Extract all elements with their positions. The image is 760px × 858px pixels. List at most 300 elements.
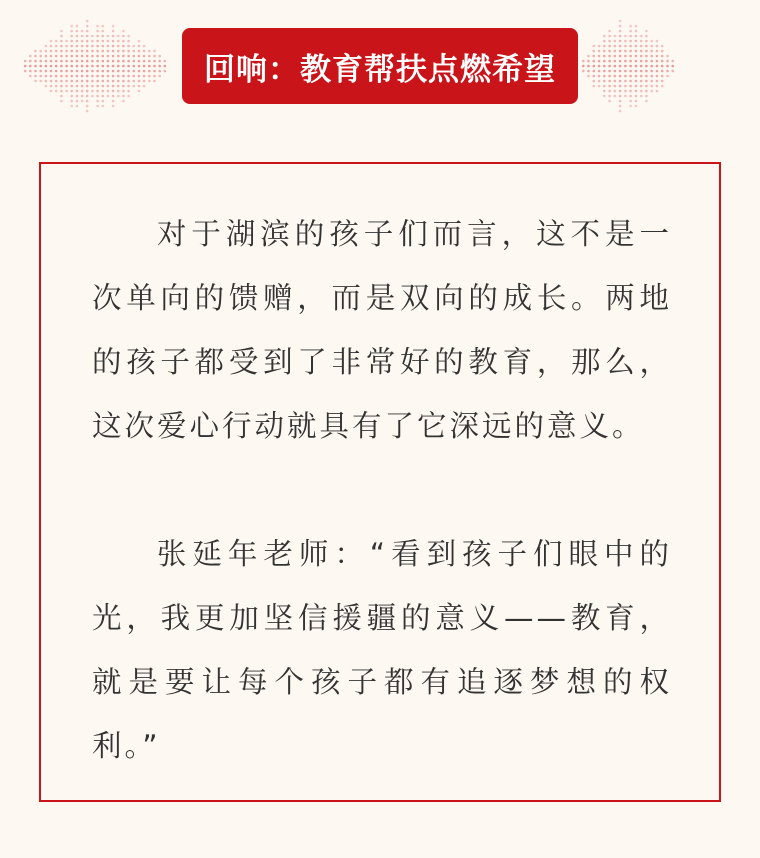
wave-dot	[614, 95, 617, 98]
wave-dot	[70, 25, 73, 28]
wave-dot	[102, 100, 105, 103]
wave-dot	[34, 55, 37, 58]
wave-dot	[81, 60, 84, 63]
wave-dot	[650, 85, 653, 88]
wave-dot	[96, 65, 99, 68]
wave-dot	[86, 80, 89, 83]
wave-dot	[614, 90, 617, 93]
wave-dot	[661, 50, 664, 53]
wave-dot	[645, 50, 648, 53]
wave-dot	[76, 90, 79, 93]
wave-dot	[76, 85, 79, 88]
wave-dot	[117, 60, 120, 63]
wave-dot	[619, 100, 622, 103]
wave-dot	[86, 40, 89, 43]
wave-dot	[34, 75, 37, 78]
wave-dot	[50, 85, 53, 88]
wave-dot	[81, 65, 84, 68]
wave-dot	[650, 80, 653, 83]
wave-dot	[60, 95, 63, 98]
wave-dot	[143, 45, 146, 48]
wave-dot	[608, 100, 611, 103]
wave-dot	[614, 35, 617, 38]
wave-dot	[148, 50, 151, 53]
wave-dot	[70, 70, 73, 73]
wave-dot	[629, 105, 632, 108]
wave-dot	[619, 70, 622, 73]
wave-dot	[81, 35, 84, 38]
wave-dot	[102, 30, 105, 33]
wave-dot	[112, 50, 115, 53]
wave-dot	[608, 60, 611, 63]
wave-dot	[127, 50, 130, 53]
wave-dot	[656, 80, 659, 83]
wave-dot	[122, 70, 125, 73]
wave-dot	[70, 30, 73, 33]
wave-dot	[55, 40, 58, 43]
wave-dot	[96, 60, 99, 63]
wave-dot	[645, 85, 648, 88]
wave-dot	[143, 85, 146, 88]
wave-dot	[45, 60, 48, 63]
wave-dot	[635, 55, 638, 58]
wave-dot	[127, 65, 130, 68]
wave-dot	[107, 60, 110, 63]
wave-dot	[629, 95, 632, 98]
wave-dot	[60, 75, 63, 78]
wave-dot	[102, 35, 105, 38]
wave-dot	[593, 55, 596, 58]
wave-dot	[112, 95, 115, 98]
sound-wave-left-icon	[20, 18, 170, 114]
wave-dot	[70, 95, 73, 98]
content-box	[39, 162, 721, 802]
wave-dot	[635, 35, 638, 38]
wave-dot	[91, 85, 94, 88]
wave-dot	[608, 30, 611, 33]
wave-dot	[117, 80, 120, 83]
wave-dot	[34, 65, 37, 68]
wave-dot	[635, 75, 638, 78]
wave-dot	[60, 55, 63, 58]
wave-dot	[34, 60, 37, 63]
wave-dot	[96, 45, 99, 48]
wave-dot	[614, 40, 617, 43]
wave-dot	[117, 75, 120, 78]
wave-dot	[598, 75, 601, 78]
wave-dot	[55, 85, 58, 88]
wave-dot	[34, 50, 37, 53]
wave-dot	[55, 45, 58, 48]
wave-dot	[656, 65, 659, 68]
sound-wave-right-icon	[578, 18, 678, 114]
wave-dot	[91, 90, 94, 93]
wave-dot	[76, 65, 79, 68]
wave-dot	[603, 65, 606, 68]
wave-dot	[608, 70, 611, 73]
wave-dot	[76, 75, 79, 78]
wave-dot	[65, 45, 68, 48]
wave-dot	[29, 75, 32, 78]
wave-dot	[661, 60, 664, 63]
wave-dot	[96, 50, 99, 53]
wave-dot	[107, 65, 110, 68]
wave-dot	[138, 65, 141, 68]
wave-dot	[629, 35, 632, 38]
wave-dot	[608, 85, 611, 88]
wave-dot	[624, 55, 627, 58]
wave-dot	[645, 45, 648, 48]
wave-dot	[608, 75, 611, 78]
wave-dot	[86, 75, 89, 78]
wave-dot	[164, 60, 167, 63]
wave-dot	[65, 75, 68, 78]
wave-dot	[650, 70, 653, 73]
wave-dot	[117, 85, 120, 88]
wave-dot	[91, 80, 94, 83]
wave-dot	[45, 85, 48, 88]
wave-dot	[645, 70, 648, 73]
wave-dot	[666, 75, 669, 78]
wave-dot	[102, 25, 105, 28]
wave-dot	[661, 80, 664, 83]
wave-dot	[45, 75, 48, 78]
wave-dot	[60, 40, 63, 43]
wave-dot	[50, 40, 53, 43]
wave-dot	[133, 85, 136, 88]
wave-dot	[624, 35, 627, 38]
wave-dot	[86, 105, 89, 108]
wave-dot	[624, 90, 627, 93]
wave-dot	[133, 55, 136, 58]
wave-dot	[127, 60, 130, 63]
wave-dot	[640, 75, 643, 78]
wave-dot	[635, 30, 638, 33]
wave-dot	[96, 30, 99, 33]
wave-dot	[122, 85, 125, 88]
wave-dot	[60, 100, 63, 103]
wave-dot	[96, 75, 99, 78]
wave-dot	[593, 60, 596, 63]
wave-dot	[629, 45, 632, 48]
wave-dot	[645, 35, 648, 38]
wave-dot	[629, 60, 632, 63]
wave-dot	[587, 70, 590, 73]
wave-dot	[96, 95, 99, 98]
wave-dot	[608, 35, 611, 38]
wave-dot	[614, 45, 617, 48]
wave-dot	[117, 35, 120, 38]
wave-dot	[640, 95, 643, 98]
wave-dot	[645, 40, 648, 43]
wave-dot	[39, 80, 42, 83]
wave-dot	[624, 85, 627, 88]
wave-dot	[640, 40, 643, 43]
wave-dot	[45, 70, 48, 73]
wave-dot	[96, 85, 99, 88]
wave-dot	[65, 55, 68, 58]
wave-dot	[107, 50, 110, 53]
wave-dot	[608, 95, 611, 98]
wave-dot	[55, 60, 58, 63]
wave-dot	[153, 80, 156, 83]
wave-dot	[133, 80, 136, 83]
wave-dot	[122, 60, 125, 63]
wave-dot	[65, 90, 68, 93]
wave-dot	[158, 55, 161, 58]
wave-dot	[86, 30, 89, 33]
wave-dot	[60, 70, 63, 73]
wave-dot	[614, 80, 617, 83]
wave-dot	[112, 65, 115, 68]
wave-dot	[640, 65, 643, 68]
title-banner	[182, 28, 578, 104]
paragraph-1: 对于湖滨的孩子们而言，这不是一次单向的馈赠，而是双向的成长。两地的孩子都受到了非常好的教育，那么，这次爱心行动就具有了它深远的意义。	[92, 217, 672, 443]
wave-dot	[650, 60, 653, 63]
wave-dot	[55, 50, 58, 53]
wave-dot	[624, 75, 627, 78]
wave-dot	[143, 70, 146, 73]
wave-dot	[138, 90, 141, 93]
wave-dot	[29, 55, 32, 58]
wave-dot	[661, 45, 664, 48]
wave-dot	[127, 95, 130, 98]
wave-dot	[143, 80, 146, 83]
wave-dot	[138, 80, 141, 83]
wave-dot	[593, 75, 596, 78]
wave-dot	[81, 55, 84, 58]
wave-dot	[593, 70, 596, 73]
wave-dot	[86, 100, 89, 103]
wave-dot	[635, 85, 638, 88]
wave-dot	[624, 70, 627, 73]
wave-dot	[624, 40, 627, 43]
wave-dot	[614, 50, 617, 53]
wave-dot	[70, 35, 73, 38]
wave-dot	[45, 55, 48, 58]
wave-dot	[619, 55, 622, 58]
wave-dot	[608, 40, 611, 43]
wave-dot	[158, 70, 161, 73]
wave-dot	[102, 60, 105, 63]
wave-dot	[45, 45, 48, 48]
wave-dot	[143, 50, 146, 53]
wave-dot	[640, 70, 643, 73]
wave-dot	[107, 85, 110, 88]
wave-dot	[640, 45, 643, 48]
wave-dot	[614, 75, 617, 78]
wave-dot	[102, 45, 105, 48]
wave-dot	[50, 55, 53, 58]
wave-dot	[70, 45, 73, 48]
wave-dot	[164, 70, 167, 73]
wave-dot	[107, 75, 110, 78]
wave-dot	[60, 65, 63, 68]
wave-dot	[127, 55, 130, 58]
wave-dot	[153, 55, 156, 58]
wave-dot	[138, 75, 141, 78]
wave-dot	[619, 90, 622, 93]
wave-dot	[143, 60, 146, 63]
wave-dot	[635, 95, 638, 98]
wave-dot	[86, 25, 89, 28]
wave-dot	[608, 65, 611, 68]
wave-dot	[70, 105, 73, 108]
wave-dot	[112, 30, 115, 33]
wave-dot	[60, 90, 63, 93]
wave-dot	[81, 90, 84, 93]
wave-dot	[656, 50, 659, 53]
wave-dot	[81, 95, 84, 98]
wave-dot	[650, 50, 653, 53]
wave-dot	[650, 45, 653, 48]
wave-dot	[656, 40, 659, 43]
wave-dot	[107, 55, 110, 58]
wave-dot	[656, 55, 659, 58]
wave-dot	[629, 90, 632, 93]
wave-dot	[112, 85, 115, 88]
wave-dot	[619, 60, 622, 63]
wave-dot	[96, 100, 99, 103]
wave-dot	[117, 45, 120, 48]
wave-dot	[81, 80, 84, 83]
wave-dot	[153, 60, 156, 63]
wave-dot	[60, 85, 63, 88]
wave-dot	[661, 85, 664, 88]
wave-dot	[39, 60, 42, 63]
wave-dot	[133, 60, 136, 63]
wave-dot	[96, 35, 99, 38]
wave-dot	[671, 65, 674, 68]
wave-dot	[96, 105, 99, 108]
wave-dot	[582, 65, 585, 68]
wave-dot	[603, 55, 606, 58]
wave-dot	[650, 40, 653, 43]
wave-dot	[127, 40, 130, 43]
wave-dot	[629, 40, 632, 43]
wave-dot	[645, 55, 648, 58]
wave-dot	[148, 80, 151, 83]
wave-dot	[603, 75, 606, 78]
wave-dot	[102, 85, 105, 88]
wave-dot	[39, 70, 42, 73]
wave-dot	[138, 45, 141, 48]
wave-dot	[133, 75, 136, 78]
wave-dot	[76, 95, 79, 98]
wave-dot	[96, 40, 99, 43]
wave-dot	[107, 40, 110, 43]
wave-dot	[598, 45, 601, 48]
wave-dot	[76, 80, 79, 83]
wave-dot	[133, 45, 136, 48]
wave-dot	[666, 55, 669, 58]
wave-dot	[153, 50, 156, 53]
wave-dot	[81, 75, 84, 78]
wave-dot	[635, 40, 638, 43]
wave-dot	[117, 65, 120, 68]
wave-dot	[127, 90, 130, 93]
wave-dot	[86, 35, 89, 38]
wave-dot	[96, 70, 99, 73]
wave-dot	[86, 110, 89, 113]
wave-dot	[102, 105, 105, 108]
wave-dot	[81, 85, 84, 88]
wave-dot	[603, 50, 606, 53]
wave-dot	[81, 30, 84, 33]
wave-dot	[608, 90, 611, 93]
wave-dot	[122, 95, 125, 98]
wave-dot	[656, 75, 659, 78]
wave-dot	[76, 70, 79, 73]
wave-dot	[60, 50, 63, 53]
wave-dot	[91, 95, 94, 98]
wave-dot	[60, 60, 63, 63]
wave-dot	[86, 90, 89, 93]
wave-dot	[666, 70, 669, 73]
wave-dot	[76, 40, 79, 43]
wave-dot	[96, 80, 99, 83]
wave-dot	[635, 45, 638, 48]
wave-dot	[143, 55, 146, 58]
wave-dot	[102, 65, 105, 68]
wave-dot	[138, 85, 141, 88]
wave-dot	[70, 90, 73, 93]
wave-dot	[603, 90, 606, 93]
wave-dot	[645, 100, 648, 103]
wave-dot	[65, 80, 68, 83]
wave-dot	[117, 40, 120, 43]
wave-dot	[86, 20, 89, 23]
wave-dot	[107, 45, 110, 48]
wave-dot	[656, 45, 659, 48]
wave-dot	[635, 65, 638, 68]
wave-dot	[91, 50, 94, 53]
wave-dot	[629, 50, 632, 53]
wave-dot	[50, 80, 53, 83]
wave-dot	[102, 80, 105, 83]
wave-dot	[96, 25, 99, 28]
wave-dot	[122, 80, 125, 83]
wave-dot	[608, 55, 611, 58]
wave-dot	[587, 60, 590, 63]
wave-dot	[143, 65, 146, 68]
wave-dot	[650, 55, 653, 58]
wave-dot	[619, 30, 622, 33]
wave-dot	[635, 70, 638, 73]
wave-dot	[55, 80, 58, 83]
wave-dot	[45, 65, 48, 68]
wave-dot	[624, 45, 627, 48]
wave-dot	[614, 70, 617, 73]
wave-dot	[619, 50, 622, 53]
wave-dot	[112, 45, 115, 48]
wave-dot	[608, 50, 611, 53]
wave-dot	[640, 50, 643, 53]
wave-dot	[107, 95, 110, 98]
wave-dot	[76, 60, 79, 63]
wave-dot	[148, 55, 151, 58]
wave-dot	[598, 65, 601, 68]
wave-dot	[629, 55, 632, 58]
wave-dot	[619, 105, 622, 108]
wave-dot	[117, 50, 120, 53]
wave-dot	[624, 50, 627, 53]
wave-dot	[39, 50, 42, 53]
wave-dot	[24, 70, 27, 73]
wave-dot	[650, 75, 653, 78]
wave-dot	[70, 80, 73, 83]
wave-dot	[60, 45, 63, 48]
